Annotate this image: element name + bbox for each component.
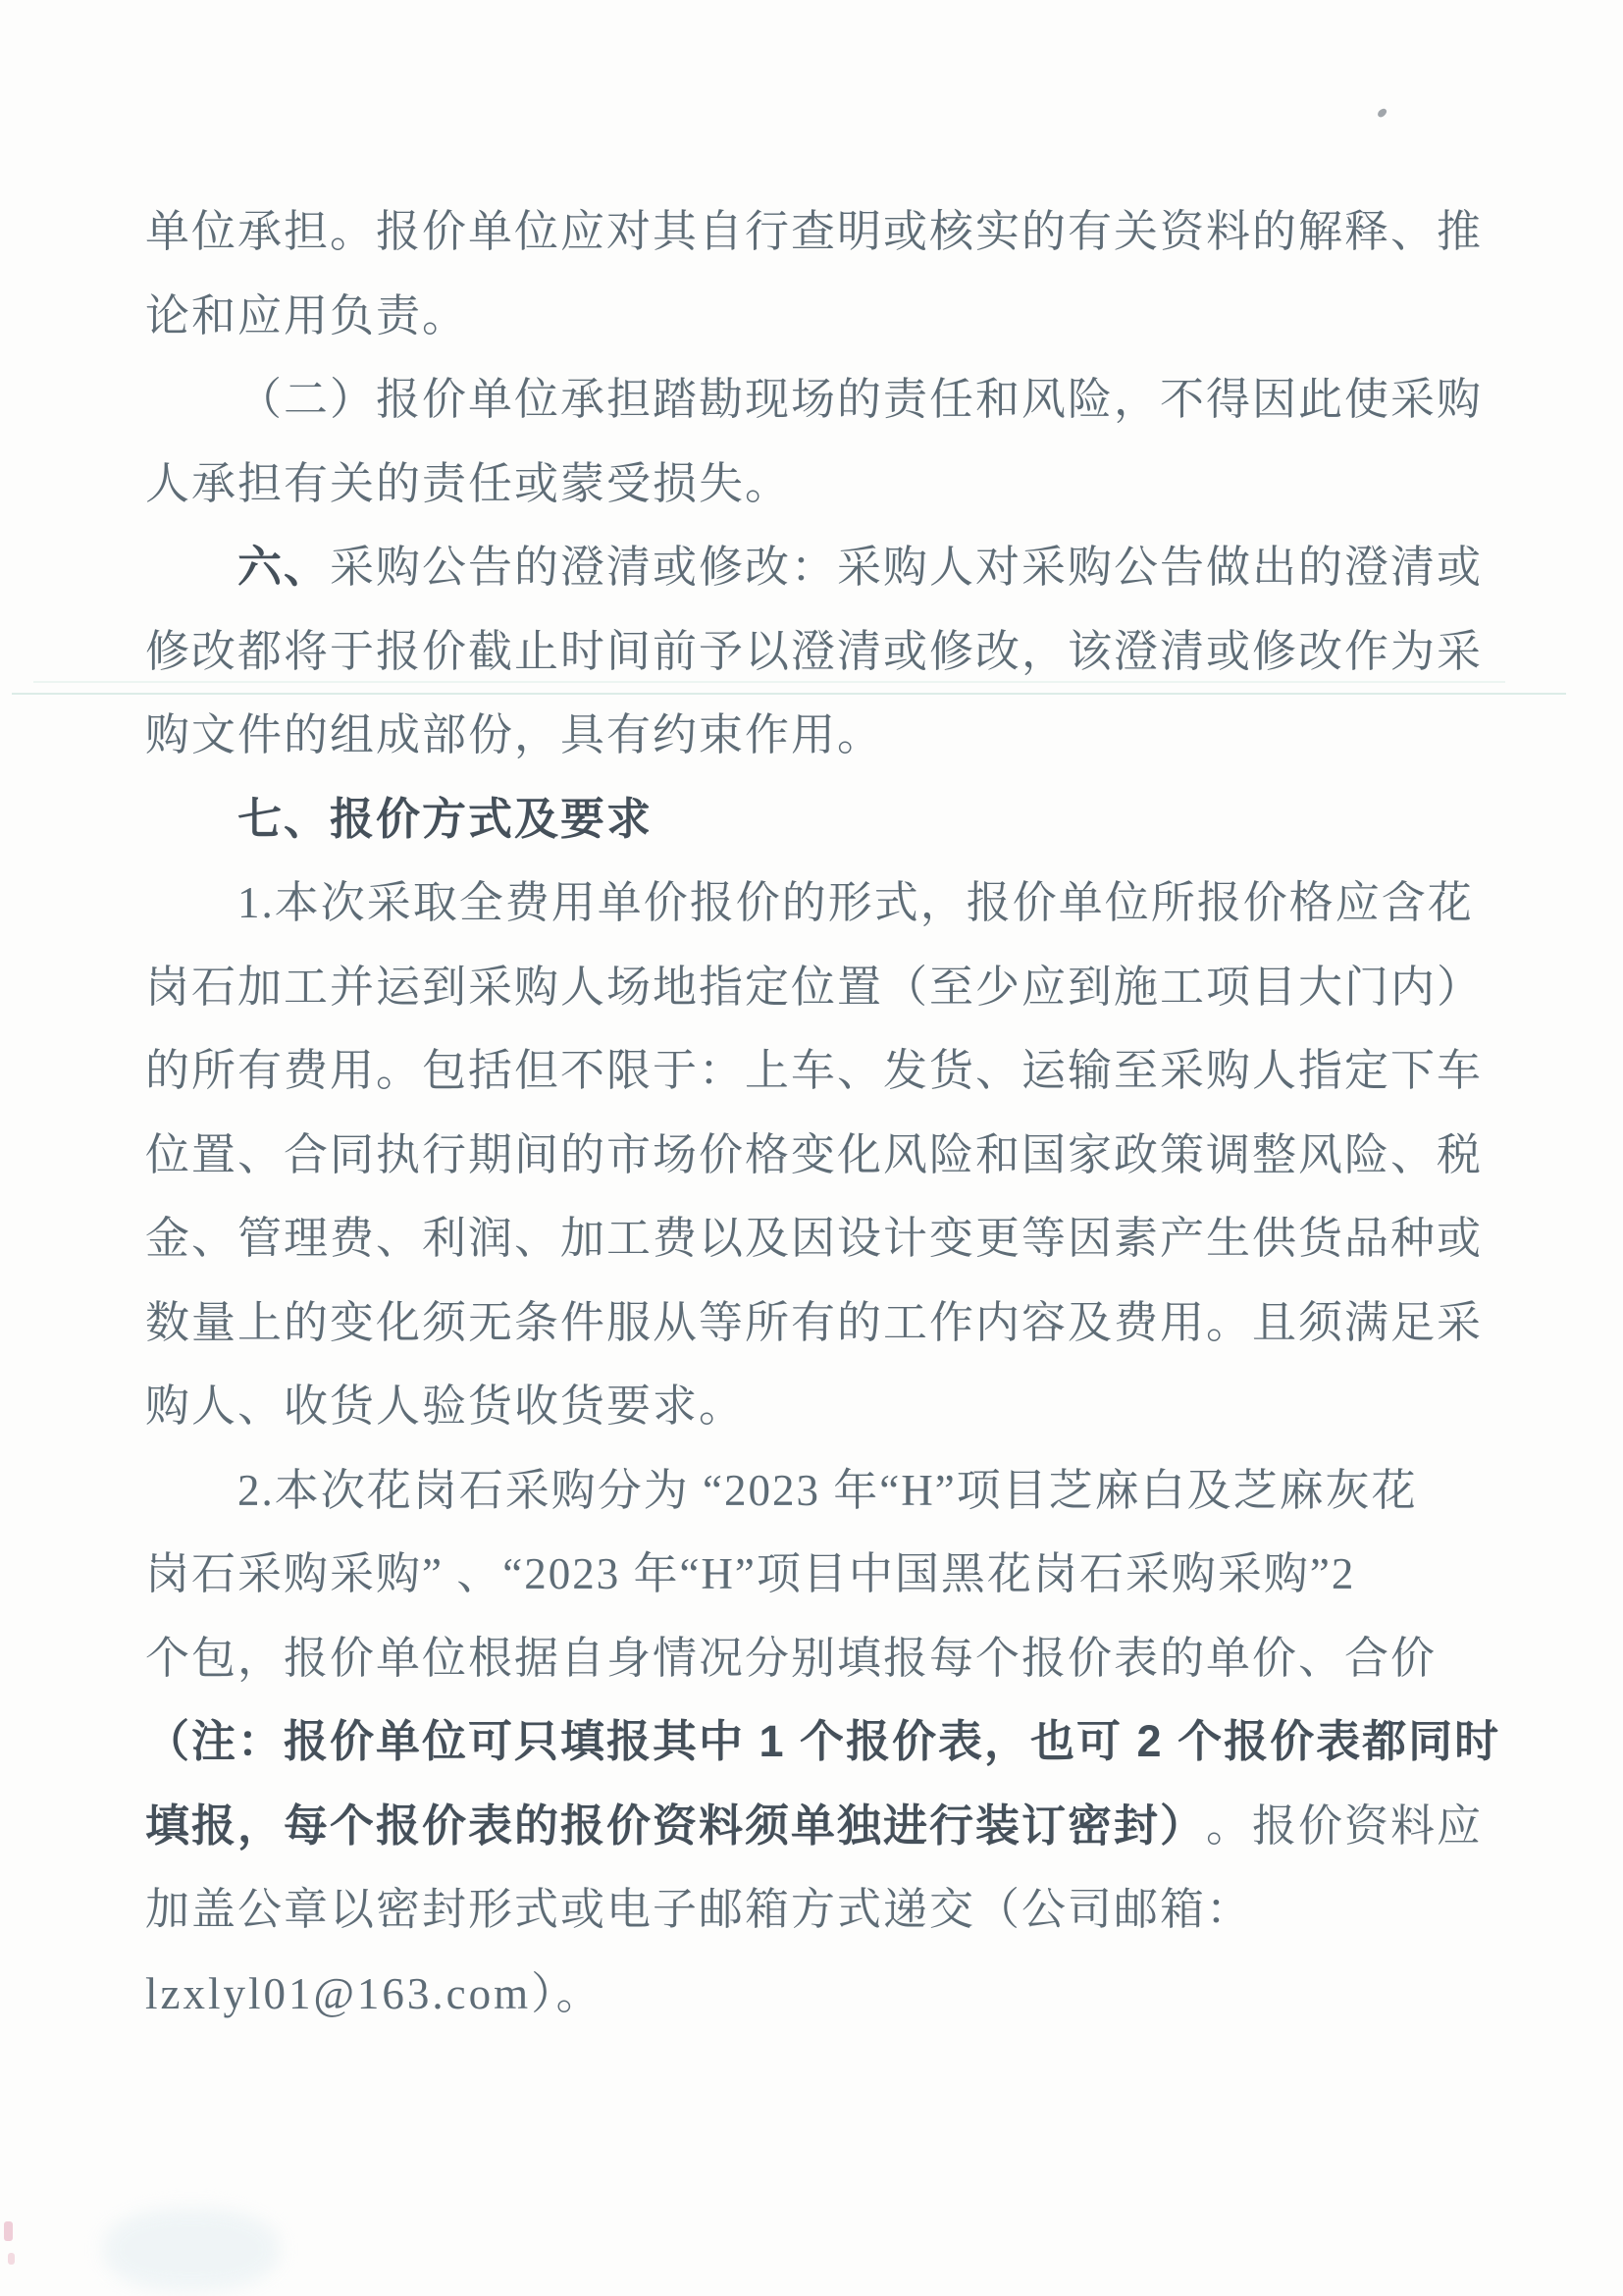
text-line	[145, 1444, 1578, 1529]
text-segment: lzxlyl01@163.com）。	[145, 1968, 603, 2018]
text-line	[145, 1863, 1578, 1948]
text-line	[145, 1612, 1578, 1696]
text-line	[145, 857, 1578, 941]
text-segment: 岗石加工并运到采购人场地指定位置（至少应到施工项目大门内）	[145, 962, 1484, 1012]
text-segment: 采购公告的澄清或修改：采购人对采购公告做出的澄清或	[330, 543, 1484, 593]
text-line	[145, 1024, 1578, 1109]
text-segment: 岗石采购采购” 、“2023 年“H”项目中国黑花岗石采购采购”2	[145, 1549, 1356, 1599]
text-line	[145, 1948, 1578, 2032]
document-body	[145, 185, 1578, 2031]
smudge-artifact	[103, 2208, 280, 2291]
text-segment: 2.本次花岗石采购分为 “2023 年“H”项目芝麻白及芝麻灰花	[237, 1465, 1418, 1515]
text-segment: 论和应用负责。	[145, 290, 469, 340]
text-line	[145, 438, 1578, 522]
text-segment: 修改都将于报价截止时间前予以澄清或修改，该澄清或修改作为采	[145, 626, 1484, 676]
text-line	[145, 353, 1578, 438]
text-segment: （二）报价单位承担踏勘现场的责任和风险，不得因此使采购	[237, 375, 1484, 425]
text-segment: 加盖公章以密封形式或电子邮箱方式递交（公司邮箱：	[145, 1885, 1253, 1935]
text-line	[145, 1696, 1578, 1780]
text-line	[145, 689, 1578, 773]
pink-mark-artifact	[4, 2221, 13, 2241]
text-segment: 位置、合同执行期间的市场价格变化风险和国家政策调整风险、税	[145, 1129, 1484, 1179]
text-segment: 购人、收货人验货收货要求。	[145, 1382, 746, 1432]
text-segment: 1.本次采取全费用单价报价的形式，报价单位所报价格应含花	[237, 878, 1474, 928]
bold-text-segment: 七、报价方式及要求	[237, 793, 654, 844]
text-segment: 金、管理费、利润、加工费以及因设计变更等因素产生供货品种或	[145, 1214, 1484, 1264]
text-line	[145, 605, 1578, 690]
bold-text-segment: 六、	[237, 542, 331, 593]
bold-text-segment: （注：报价单位可只填报其中 1 个报价表，也可 2 个报价表都同时	[145, 1716, 1501, 1767]
text-line	[145, 1277, 1578, 1361]
text-segment: 个包，报价单位根据自身情况分别填报每个报价表的单价、合价	[145, 1633, 1438, 1683]
text-line	[145, 185, 1578, 270]
text-segment: 。报价资料应	[1206, 1800, 1484, 1851]
bold-text-segment: 填报，每个报价表的报价资料须单独进行装订密封）	[145, 1800, 1207, 1851]
text-segment: 单位承担。报价单位应对其自行查明或核实的有关资料的解释、推	[145, 207, 1484, 257]
text-line	[145, 1780, 1578, 1864]
text-line	[145, 1360, 1578, 1444]
text-line	[145, 941, 1578, 1025]
text-line	[145, 1528, 1578, 1612]
text-segment: 数量上的变化须无条件服从等所有的工作内容及费用。且须满足采	[145, 1297, 1484, 1347]
text-segment: 的所有费用。包括但不限于：上车、发货、运输至采购人指定下车	[145, 1046, 1484, 1096]
speck-artifact	[1377, 107, 1388, 119]
text-line	[145, 270, 1578, 354]
text-line	[145, 1192, 1578, 1277]
pink-mark-artifact	[8, 2253, 15, 2265]
text-segment: 购文件的组成部份，具有约束作用。	[145, 710, 884, 760]
text-line	[145, 521, 1578, 605]
text-line	[145, 773, 1578, 858]
text-segment: 人承担有关的责任或蒙受损失。	[145, 458, 792, 508]
text-line	[145, 1109, 1578, 1193]
